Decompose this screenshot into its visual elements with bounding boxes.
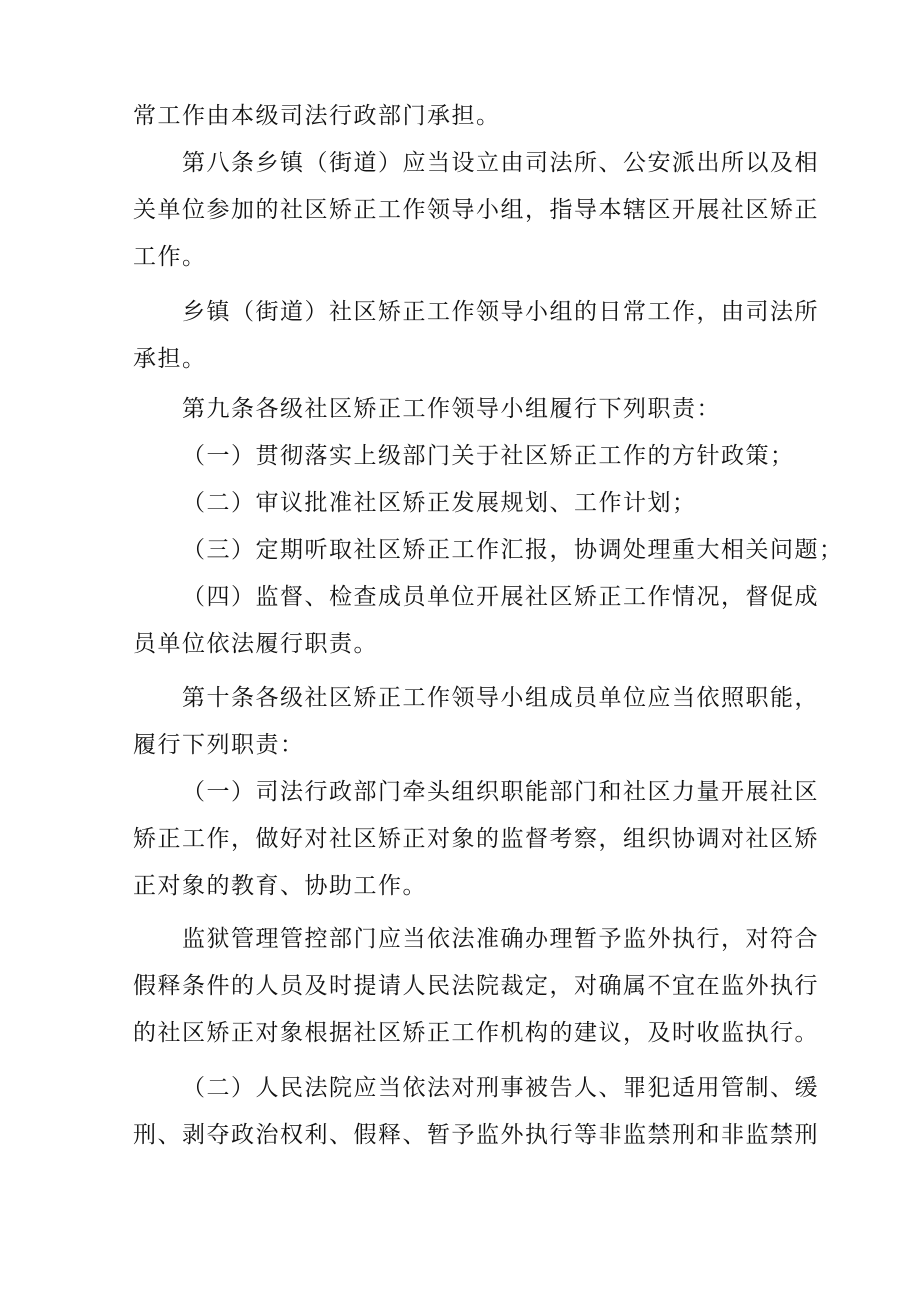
paragraph-line: 常工作由本级司法行政部门承担。 xyxy=(133,103,501,129)
article-8-line: 第八条乡镇（街道）应当设立由司法所、公安派出所以及相 xyxy=(182,150,819,176)
article-10-line: 第十条各级社区矫正工作领导小组成员单位应当依照职能， xyxy=(182,685,819,711)
list-item: （三）定期听取社区矫正工作汇报，协调处理重大相关问题； xyxy=(182,537,844,563)
list-item: （二）人民法院应当依法对刑事被告人、罪犯适用管制、缓 xyxy=(182,1075,819,1101)
paragraph-line: 矫正工作，做好对社区矫正对象的监督考察，组织协调对社区矫 xyxy=(133,826,819,852)
paragraph-line: 正对象的教育、协助工作。 xyxy=(133,873,427,899)
paragraph-line: 假释条件的人员及时提请人民法院裁定，对确属不宜在监外执行 xyxy=(133,973,819,999)
paragraph-line: 工作。 xyxy=(133,244,207,270)
paragraph-line: 的社区矫正对象根据社区矫正工作机构的建议，及时收监执行。 xyxy=(133,1020,819,1046)
paragraph-line: 履行下列职责： xyxy=(133,732,305,758)
list-item: （四）监督、检查成员单位开展社区矫正工作情况，督促成 xyxy=(182,584,819,610)
article-9-line: 第九条各级社区矫正工作领导小组履行下列职责： xyxy=(182,396,721,422)
paragraph-line: 刑、剥夺政治权利、假释、暂予监外执行等非监禁刑和非监禁刑 xyxy=(133,1122,819,1148)
list-item: （二）审议批准社区矫正发展规划、工作计划； xyxy=(182,490,697,516)
list-item: （一）司法行政部门牵头组织职能部门和社区力量开展社区 xyxy=(182,779,819,805)
list-item: （一）贯彻落实上级部门关于社区矫正工作的方针政策； xyxy=(182,443,795,469)
paragraph-line: 关单位参加的社区矫正工作领导小组，指导本辖区开展社区矫正 xyxy=(133,197,819,223)
paragraph-line: 员单位依法履行职责。 xyxy=(133,631,378,657)
paragraph-line: 承担。 xyxy=(133,346,207,372)
paragraph-line: 乡镇（街道）社区矫正工作领导小组的日常工作，由司法所 xyxy=(182,299,819,325)
paragraph-line: 监狱管理管控部门应当依法准确办理暂予监外执行，对符合 xyxy=(182,926,819,952)
